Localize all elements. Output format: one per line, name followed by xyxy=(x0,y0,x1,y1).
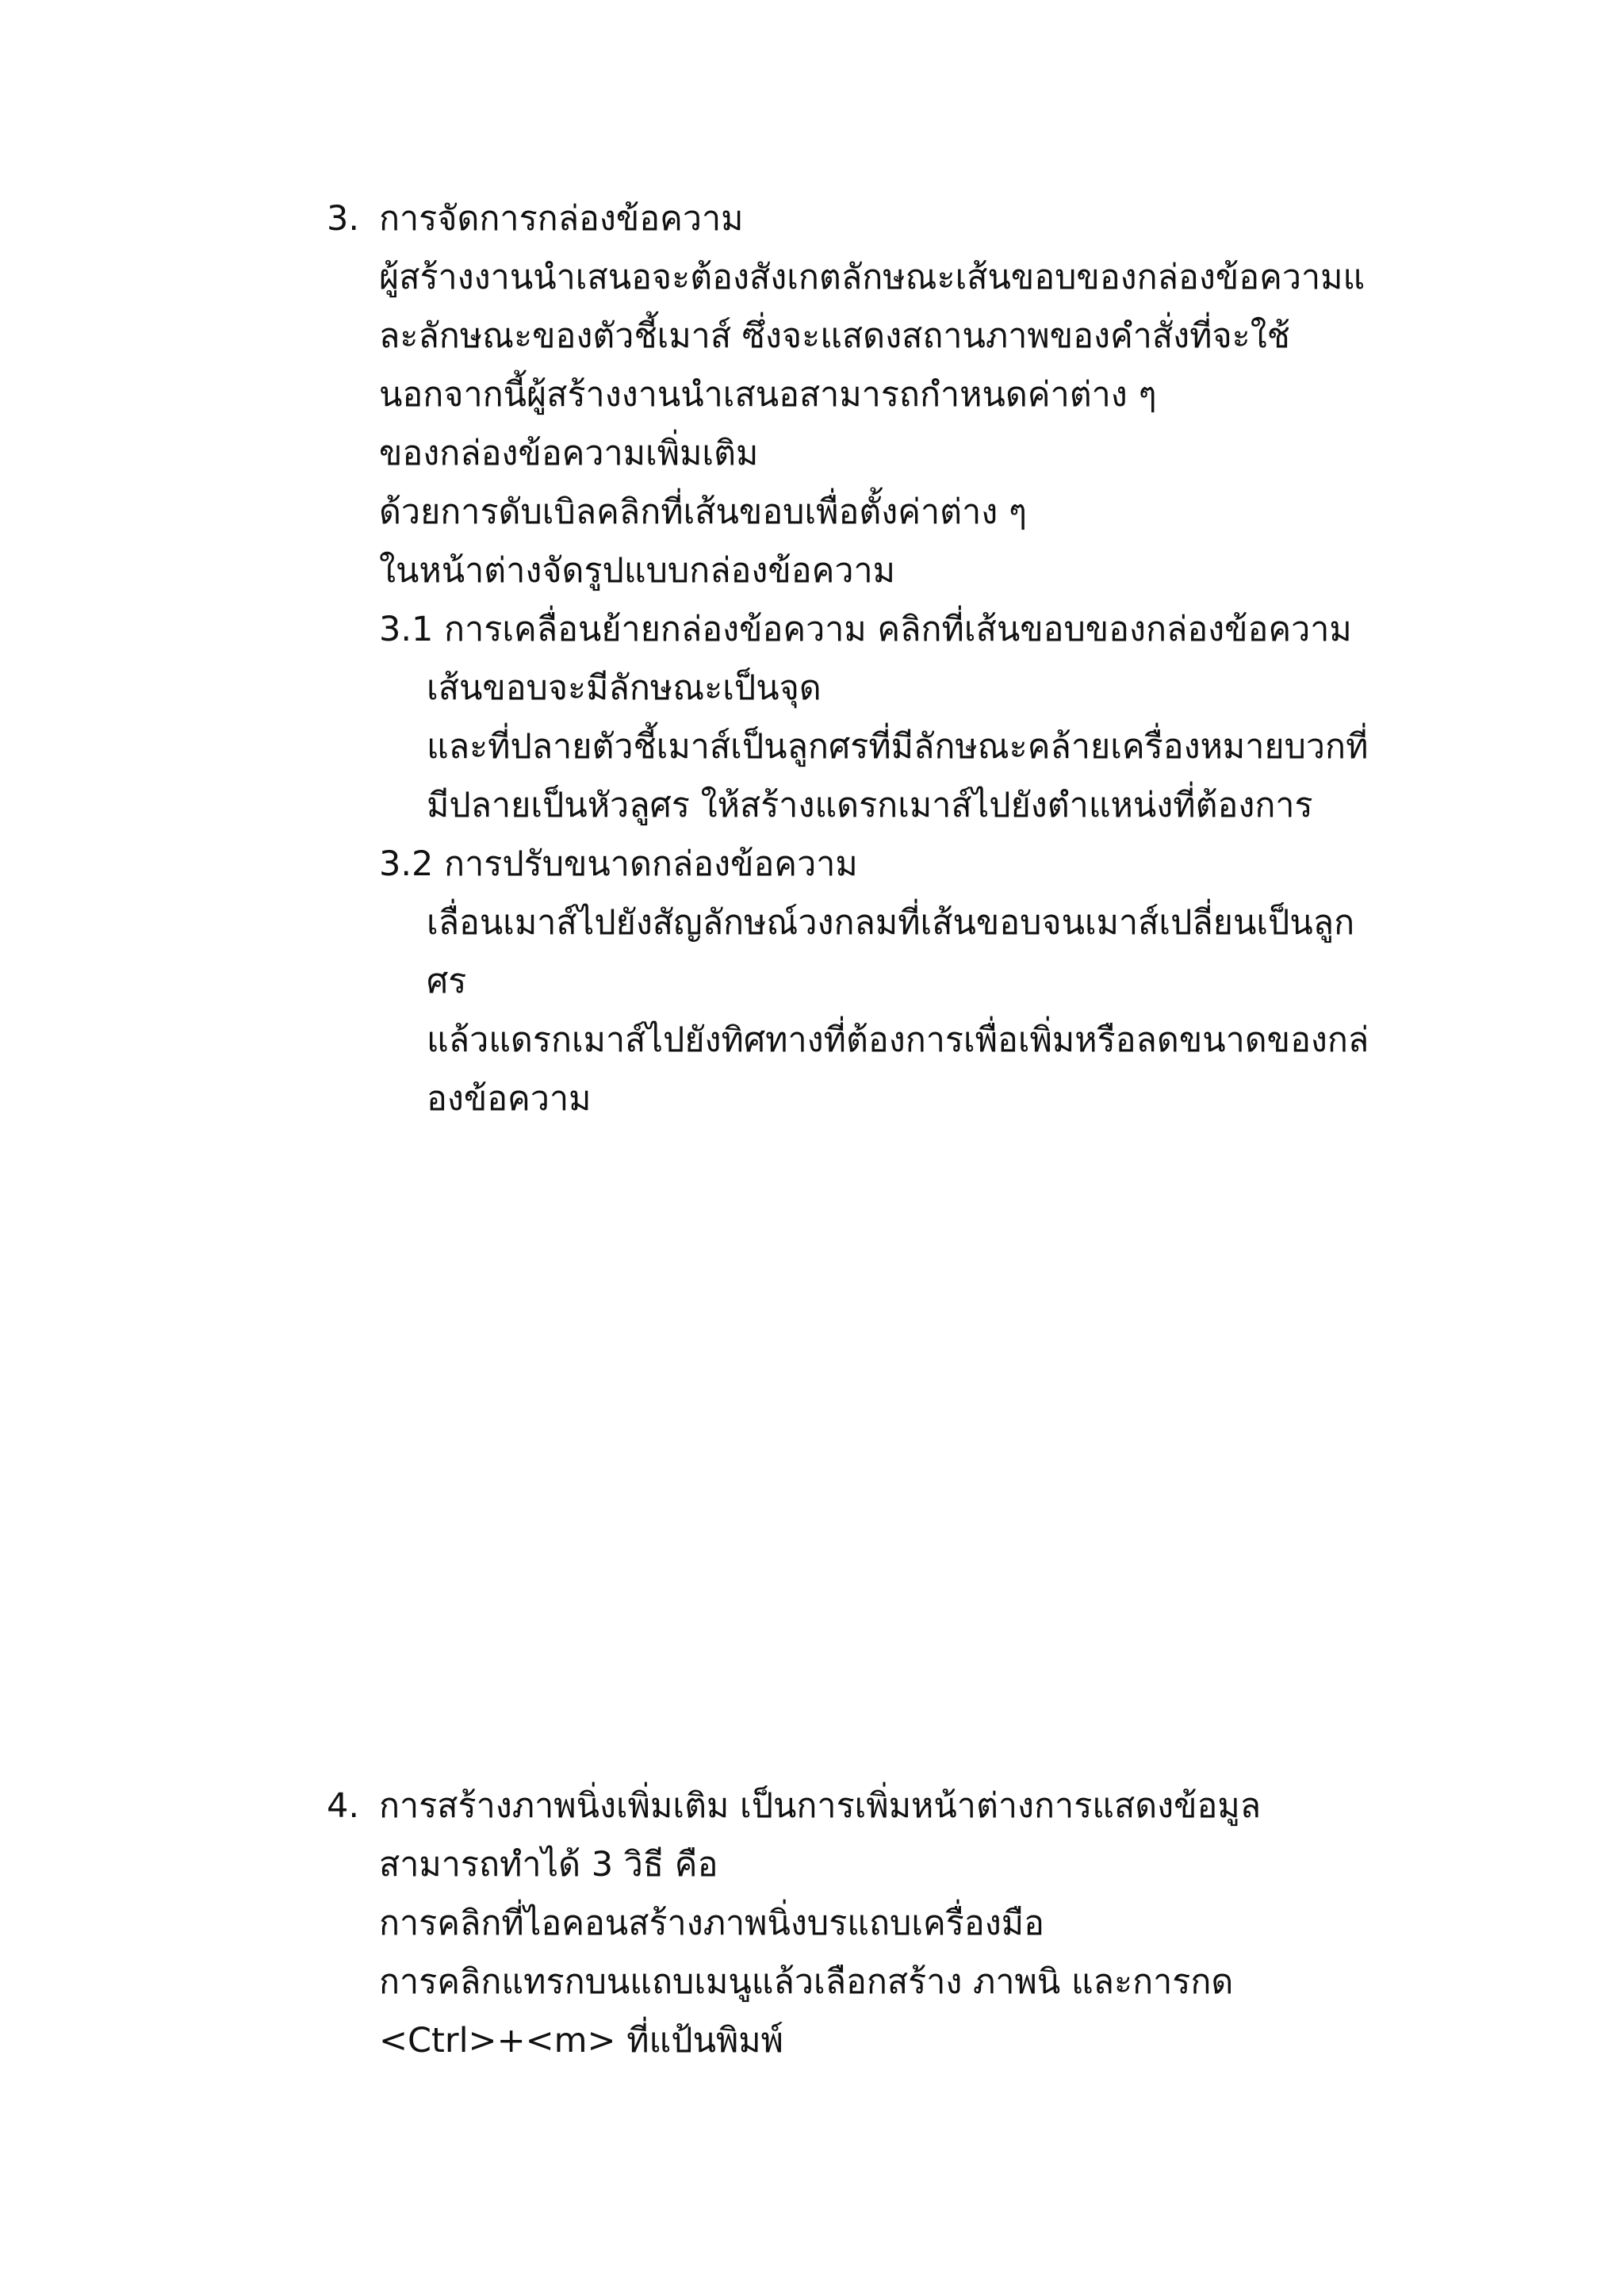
subsection-3-2-line: ศร xyxy=(427,962,467,1001)
subsection-3-2-line: เลื่อนเมาส์ไปยังสัญลักษณ์วงกลมที่เส้นขอบจนเมาส์เปลี่ยนเป็นลูก xyxy=(427,903,1355,943)
section-3-paragraph-line: ในหน้าต่างจัดรูปแบบกล่องข้อความ xyxy=(379,551,895,591)
subsection-3-2-heading: 3.2 การปรับขนาดกล่องข้อความ xyxy=(379,844,858,884)
section-3-paragraph-line: ด้วยการดับเบิลคลิกที่เส้นขอบเพื่อตั้งค่าต่าง ๆ xyxy=(379,492,1027,532)
section-3-paragraph-line: ละลักษณะของตัวชี้เมาส์ ซึ่งจะแสดงสถานภาพของคำสั่งที่จะใช้ xyxy=(379,316,1290,356)
section-3-paragraph-line: นอกจากนี้ผู้สร้างงานนำเสนอสามารถกำหนดค่าต่าง ๆ xyxy=(379,375,1157,415)
subsection-3-2-line: แล้วแดรกเมาส์ไปยังทิศทางที่ต้องการเพื่อเพิ่มหรือลดขนาดของกล่ xyxy=(427,1020,1369,1060)
section-4-line: การคลิกที่ไอคอนสร้างภาพนิ่งบรแถบเครื่องมือ xyxy=(379,1904,1044,1943)
subsection-3-1-line: และที่ปลายตัวชี้เมาส์เป็นลูกศรที่มีลักษณะคล้ายเครื่องหมายบวกที่ xyxy=(427,727,1369,767)
section-3-paragraph-line: ผู้สร้างงานนำเสนอจะต้องสังเกตลักษณะเส้นขอบของกล่องข้อความแ xyxy=(379,258,1365,297)
subsection-3-2-line: องข้อความ xyxy=(427,1079,592,1119)
section-4-line: สามารถทำได้ 3 วิธี คือ xyxy=(379,1845,718,1885)
subsection-3-1-line: เส้นขอบจะมีลักษณะเป็นจุด xyxy=(427,668,822,708)
section-4-heading: การสร้างภาพนิ่งเพิ่มเติม เป็นการเพิ่มหน้าต่างการแสดงข้อมูล xyxy=(379,1786,1262,1826)
subsection-3-1-heading: 3.1 การเคลื่อนย้ายกล่องข้อความ คลิกที่เส้นขอบของกล่องข้อความ xyxy=(379,610,1352,649)
section-3-number: 3. xyxy=(327,199,360,239)
section-3-paragraph-line: ของกล่องข้อความเพิ่มเติม xyxy=(379,434,759,473)
section-3-heading: การจัดการกล่องข้อความ xyxy=(379,199,744,239)
section-4-line: การคลิกแทรกบนแถบเมนูแล้วเลือกสร้าง ภาพนิ และการกด xyxy=(379,1962,1234,2002)
subsection-3-1-line: มีปลายเป็นหัวลูศร ให้สร้างแดรกเมาส์ไปยังตำแหน่งที่ต้องการ xyxy=(427,786,1313,825)
section-4-number: 4. xyxy=(327,1786,360,1826)
section-4-line: <Ctrl>+<m> ที่แป้นพิมพ์ xyxy=(379,2021,783,2061)
